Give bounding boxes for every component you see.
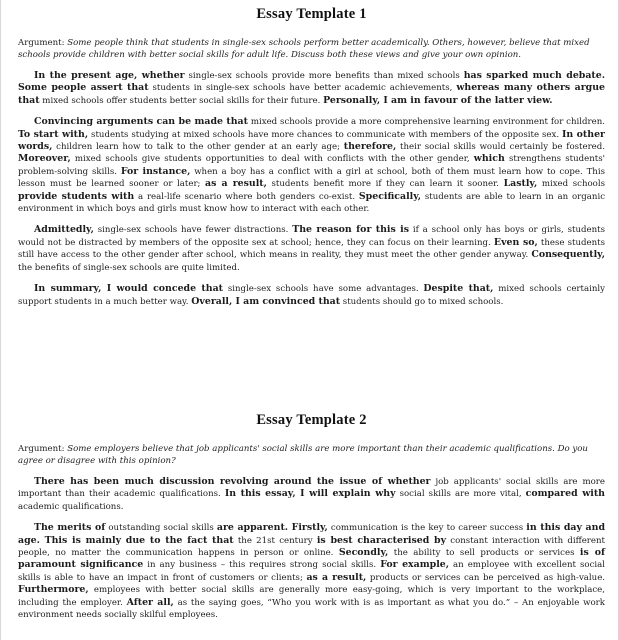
bold-phrase: In summary, I would concede that [34, 283, 223, 295]
text-run: the 21st century [233, 535, 317, 546]
bold-phrase: Convincing arguments can be made that [34, 116, 248, 128]
bold-phrase: Personally, I am in favour of the latter view. [323, 94, 553, 106]
text-run: constant interaction with different people, no matter the communication happens in person or online. [18, 535, 605, 559]
text-run: mixed schools give students opportunities to deal with conflicts with the other gender, [70, 154, 474, 165]
bold-phrase: In other words, [18, 128, 605, 153]
bold-phrase: is best characterised by [316, 534, 447, 546]
essay-1-title: Essay Template 1 [256, 6, 367, 22]
text-run: students studying at mixed schools have more chances to communicate with members of the opposite sex. [88, 129, 562, 140]
bold-phrase: The reason for this is [292, 224, 410, 236]
bold-phrase: In this essay, I will explain why [224, 488, 396, 500]
text-run: single-sex schools have fewer distractions. [93, 225, 293, 236]
argument-text: Some employers believe that job applicants' social skills are more important than their academic qualifications. Do you agree or disagree with this opinion? [18, 444, 588, 466]
bold-phrase: Overall, I am convinced that [191, 295, 341, 307]
bold-phrase: Specifically, [358, 190, 422, 202]
argument-text: Some people think that students in single-sex schools perform better academically. Others, however, believe that mixed schools provide children with better social skills for adult life. Discuss both these views and give your own opinion. [18, 38, 590, 60]
argument-label: Argument: [18, 444, 65, 454]
bold-phrase: whereas many others argue that [18, 82, 605, 106]
text-run: communication is the key to career success [327, 523, 527, 534]
text-run: strengthens students' problem-solving skills. [18, 154, 605, 177]
bold-phrase: Lastly, [503, 178, 538, 190]
bold-phrase: as a result, [205, 178, 267, 190]
bold-phrase: compared with [525, 488, 605, 500]
text-run: students should go to mixed schools. [340, 296, 504, 307]
bold-phrase: provide students with [18, 190, 135, 202]
text-run: children learn how to talk to the other gender at an early age; [52, 142, 344, 153]
text-run: mixed schools offer students better social skills for their future. [39, 95, 324, 106]
text-run: mixed schools certainly support students in a much better way. [18, 284, 605, 307]
text-run: an employee with excellent social skills is able to have an impact in front of customers or clients; [18, 560, 605, 583]
argument-label: Argument: [18, 38, 65, 48]
bold-phrase: The merits of [34, 522, 106, 534]
bold-phrase: are apparent. Firstly, [216, 522, 328, 534]
text-run: outstanding social skills [105, 523, 217, 534]
text-run: single-sex schools have some advantages. [222, 284, 424, 295]
text-run: single-sex schools provide more benefits than mixed schools [184, 71, 464, 81]
bold-phrase: In the present age, whether [34, 70, 185, 81]
text-run: if a school only has boys or girls, students would not be distracted by members of the opposite sex at school; hence, they can focus on their learning. [18, 225, 605, 248]
text-run: the ability to sell products or services [388, 548, 580, 559]
essay-2-argument [18, 443, 605, 467]
essay-1-argument [18, 37, 605, 61]
text-run: as the saying goes, “Who you work with is as important as what you do.” – An enjoyable work environment needs socially skilful employees. [18, 597, 605, 621]
bold-phrase: Secondly, [338, 547, 389, 559]
bold-phrase: has sparked much debate. Some people assert that [18, 70, 605, 94]
bold-phrase: After all, [126, 596, 174, 608]
text-run: their social skills would certainly be fostered. [396, 142, 605, 153]
bold-phrase: Consequently, [531, 249, 605, 261]
bold-phrase: is of paramount significance [18, 547, 605, 571]
essay-1-paragraph-3 [18, 224, 605, 274]
text-run: products or services can be perceived as high-value. [366, 572, 606, 583]
text-run: a real-life scenario where both genders co-exist. [134, 191, 359, 202]
bold-phrase: as a result, [306, 571, 367, 583]
essay-2-title: Essay Template 2 [256, 412, 367, 428]
bold-phrase: Moreover, [18, 153, 71, 165]
text-run: mixed schools [537, 179, 606, 190]
text-run: academic qualifications. [18, 501, 124, 512]
bold-phrase: For example, [380, 559, 449, 571]
text-run: social skills are more vital, [395, 489, 526, 500]
essay-template-1 [18, 6, 605, 308]
essay-1-paragraph-1 [18, 70, 605, 107]
bold-phrase: There has been much discussion revolving around the issue of whether [34, 476, 431, 487]
bold-phrase: Admittedly, [34, 224, 94, 236]
essay-2-paragraph-1 [18, 476, 605, 513]
essay-2-paragraph-2 [18, 522, 605, 621]
text-run: students are able to learn in an organic environment in which boys and girls must know how to interact with each other. [18, 191, 606, 215]
bold-phrase: For instance, [120, 165, 191, 177]
bold-phrase: Furthermore, [18, 584, 89, 596]
text-run: in any business – this requires strong social skills. [143, 560, 381, 571]
bold-phrase: Even so, [493, 236, 538, 248]
essay-template-2 [18, 412, 605, 621]
text-run: students in single-sex schools have better academic achievements, [148, 83, 457, 94]
bold-phrase: which [473, 153, 505, 165]
bold-phrase: therefore, [343, 141, 397, 153]
text-run: students benefit more if they can learn it sooner. [266, 179, 504, 190]
text-run: employees with better social skills are generally more easy-going, which is very important to the workplace, including the employer. [18, 585, 605, 608]
text-run: when a boy has a conflict with a girl at school, both of them must learn how to cope. This lesson must be learned sooner or later; [18, 166, 605, 190]
text-run: the benefits of single-sex schools are quite limited. [18, 262, 240, 273]
essay-1-paragraph-4 [18, 283, 605, 308]
text-run: job applicants' social skills are more important than their academic qualifications. [18, 477, 605, 500]
text-run: mixed schools provide a more comprehensive learning environment for children. [247, 117, 605, 128]
essay-1-paragraph-2 [18, 116, 605, 215]
bold-phrase: To start with, [18, 128, 89, 140]
text-run: these students still have access to the other gender after school, which means in reality, they must meet the other gender anyway. [18, 237, 605, 261]
bold-phrase: Despite that, [423, 283, 494, 295]
bold-phrase: in this day and age. This is mainly due to the fact that [18, 522, 605, 546]
